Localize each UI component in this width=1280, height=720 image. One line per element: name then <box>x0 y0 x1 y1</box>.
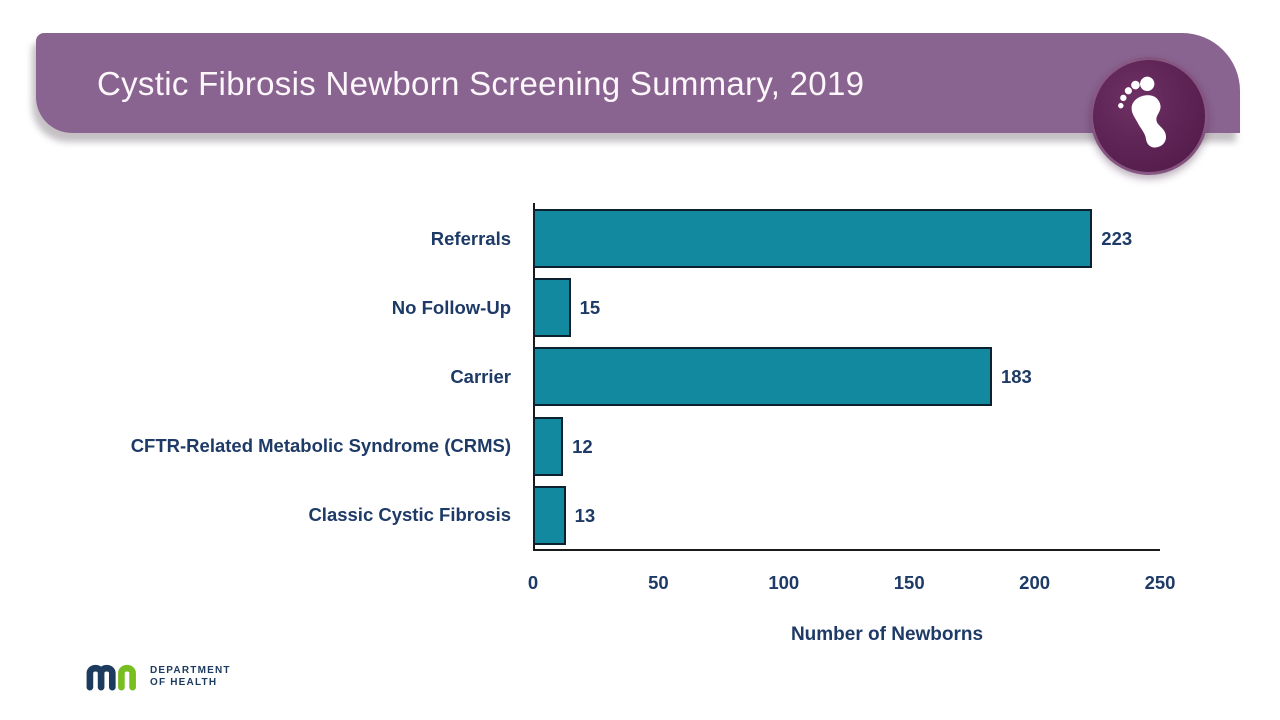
mdh-logo <box>85 660 345 700</box>
mdh-logo-text <box>150 665 231 688</box>
page-title: Cystic Fibrosis Newborn Screening Summary, 2019 <box>97 65 865 102</box>
x-tick-label: 50 <box>648 572 669 593</box>
logo-text-line2: OF HEALTH <box>150 676 218 688</box>
x-axis-line <box>533 549 1160 551</box>
bar <box>533 209 1092 268</box>
header-banner <box>36 33 1240 133</box>
bar-row <box>533 209 1160 268</box>
bar-row <box>533 278 1160 337</box>
bar-row <box>533 417 1160 476</box>
category-label: Carrier <box>450 365 511 387</box>
category-label: Referrals <box>430 227 511 249</box>
category-label: CFTR-Related Metabolic Syndrome (CRMS) <box>130 435 511 457</box>
bar-value-label: 15 <box>579 297 601 319</box>
x-tick-label: 0 <box>527 572 539 593</box>
bar-value-label: 13 <box>574 504 596 526</box>
bar-row <box>533 347 1160 406</box>
x-axis-ticks <box>527 568 1176 598</box>
category-label: Classic Cystic Fibrosis <box>308 504 511 526</box>
bar <box>533 347 992 406</box>
category-label: No Follow-Up <box>391 296 511 318</box>
x-tick-label: 200 <box>1019 572 1051 593</box>
bar-row <box>533 486 1160 545</box>
x-tick-label: 150 <box>893 572 925 593</box>
mn-logo-mark <box>85 661 141 691</box>
x-axis-title: Number of Newborns <box>790 624 984 645</box>
category-labels <box>0 203 511 549</box>
x-tick-label: 250 <box>1144 572 1176 593</box>
bar-chart-plot-area <box>533 203 1160 549</box>
bar <box>533 486 566 545</box>
bar <box>533 417 563 476</box>
baby-footprint-icon <box>1110 73 1188 159</box>
bar-value-label: 183 <box>1000 366 1032 388</box>
x-tick-label: 100 <box>768 572 800 593</box>
bar-value-label: 12 <box>572 435 593 457</box>
bar-value-label: 223 <box>1101 228 1133 249</box>
footprint-badge <box>1090 57 1208 175</box>
logo-text-line1: DEPARTMENT <box>150 665 231 676</box>
bar <box>533 278 571 337</box>
